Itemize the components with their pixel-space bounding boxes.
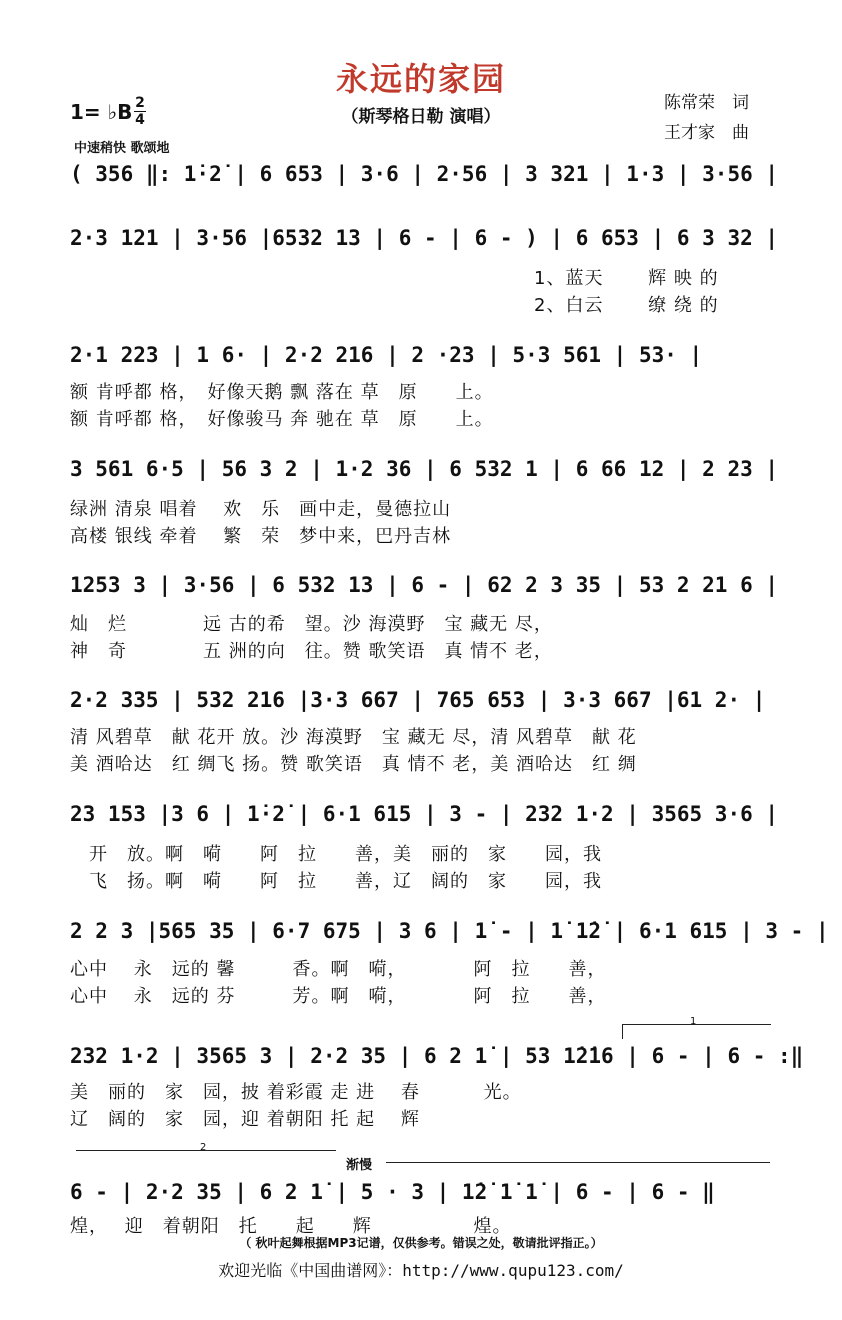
lyric-row-5-verse-2: 神 奇 五 洲的向 往。赞 歌笑语 真 情不 老， — [70, 641, 553, 662]
notation-row-6: 2·2 335 | 532 216 |3·3 667 | 765 653 | 3·3 667 |61 2· | — [70, 688, 766, 712]
notation-row-1: ( 356 ‖: 1̇·2̇ | 6 653 | 3·6 | 2·56 | 3 321 | 1·3 | 3·56 | — [70, 162, 779, 186]
lyric-row-7-verse-2: 飞 扬。啊 嗬 阿 拉 善，辽 阔的 家 园，我 — [70, 871, 602, 892]
volta-number-1: 1 — [690, 1016, 697, 1027]
notation-row-8: 2 2 3 |565 35 | 6·7 675 | 3 6 | 1̇ - | 1̇ 1̇2̇ | 6·1 615 | 3 - | — [70, 919, 829, 943]
lyric-row-8-verse-2: 心中 永 远的 芬 芳。啊 嗬， 阿 拉 善， — [70, 986, 607, 1007]
notation-row-2: 2·3 121 | 3·56 |6532 13 | 6 - | 6 - ) | 6 653 | 6 3 32 | — [70, 226, 779, 250]
lyric-row-5-verse-1: 灿 烂 远 古的希 望。沙 海漠野 宝 藏无 尽， — [70, 614, 553, 635]
lyric-row-2-verse-1: 1、蓝天 辉 映 的 — [534, 268, 719, 289]
lyric-row-10: 煌， 迎 着朝阳 托 起 辉 煌。 — [70, 1216, 512, 1237]
lyric-row-6-verse-2: 美 酒哈达 红 绸飞 扬。赞 歌笑语 真 情不 老，美 酒哈达 红 绸 — [70, 754, 637, 775]
song-title: 永远的家园 — [335, 60, 506, 98]
tempo-slowdown-marking: 渐慢 — [346, 1158, 373, 1173]
lyric-row-9-verse-2: 辽 阔的 家 园，迎 着朝阳 托 起 辉 — [70, 1109, 420, 1130]
lyric-row-8-verse-1: 心中 永 远的 馨 香。啊 嗬， 阿 拉 善， — [70, 959, 607, 980]
transcription-note: （ 秋叶起舞根据MP3记谱，仅供参考。错误之处，敬请批评指正。） — [239, 1236, 603, 1250]
notation-row-7: 23 153 |3 6 | 1̇·2̇ | 6·1 615 | 3 - | 232 1·2 | 3565 3·6 | — [70, 802, 779, 826]
notation-row-9: 232 1·2 | 3565 3 | 2·2 35 | 6 2 1̇ | 53 1̇2̇16 | 6 - | 6 - :‖ — [70, 1044, 804, 1068]
website-footer[interactable]: 欢迎光临《中国曲谱网》：http://www.qupu123.com/ — [218, 1261, 624, 1280]
lyric-row-7-verse-1: 开 放。啊 嗬 阿 拉 善，美 丽的 家 园，我 — [70, 844, 602, 865]
slowdown-line — [386, 1162, 770, 1177]
lyric-row-2-verse-2: 2、白云 缭 绕 的 — [534, 295, 719, 316]
notation-row-3: 2·1 223 | 1 6· | 2·2 216 | 2 ·23 | 5·3 561 | 53· | — [70, 343, 703, 367]
notation-row-10: 6 - | 2·2 35 | 6 2 1̇ | 5 · 3 | 1̇2̇ 1̇ 1̇ | 6 - | 6 - ‖ — [70, 1180, 715, 1204]
volta-bracket-1 — [622, 1024, 771, 1039]
time-signature-bottom: 4 — [135, 112, 145, 128]
composer-credit: 王才家 曲 — [664, 123, 749, 143]
time-signature — [134, 96, 146, 127]
lyric-row-9-verse-1: 美 丽的 家 园，披 着彩霞 走 进 春 光。 — [70, 1082, 522, 1103]
time-signature-top: 2 — [135, 95, 145, 111]
lyric-row-4-verse-2: 高楼 银线 牵着 繁 荣 梦中来，巴丹吉林 — [70, 526, 452, 547]
lyric-row-4-verse-1: 绿洲 清泉 唱着 欢 乐 画中走，曼德拉山 — [70, 499, 452, 520]
lyricist-credit: 陈常荣 词 — [664, 93, 749, 113]
volta-number-2: 2 — [200, 1142, 207, 1153]
lyric-row-3-verse-2: 额 肯呼都 格， 好像骏马 奔 驰在 草 原 上。 — [70, 409, 494, 430]
key-signature: 1= ♭B — [70, 100, 133, 124]
lyric-row-3-verse-1: 额 肯呼都 格， 好像天鹅 飘 落在 草 原 上。 — [70, 382, 494, 403]
performer-subtitle: （斯琴格日勒 演唱） — [341, 107, 501, 127]
tempo-marking: 中速稍快 歌颂地 — [74, 141, 170, 156]
notation-row-4: 3 561 6·5 | 56 3 2 | 1·2 36 | 6 532 1 | 6 66 12 | 2 23 | — [70, 457, 779, 481]
lyric-row-6-verse-1: 清 风碧草 献 花开 放。沙 海漠野 宝 藏无 尽，清 风碧草 献 花 — [70, 727, 637, 748]
notation-row-5: 1253 3 | 3·56 | 6 532 13 | 6 - | 62 2 3 35 | 53 2 21 6 | — [70, 573, 779, 597]
